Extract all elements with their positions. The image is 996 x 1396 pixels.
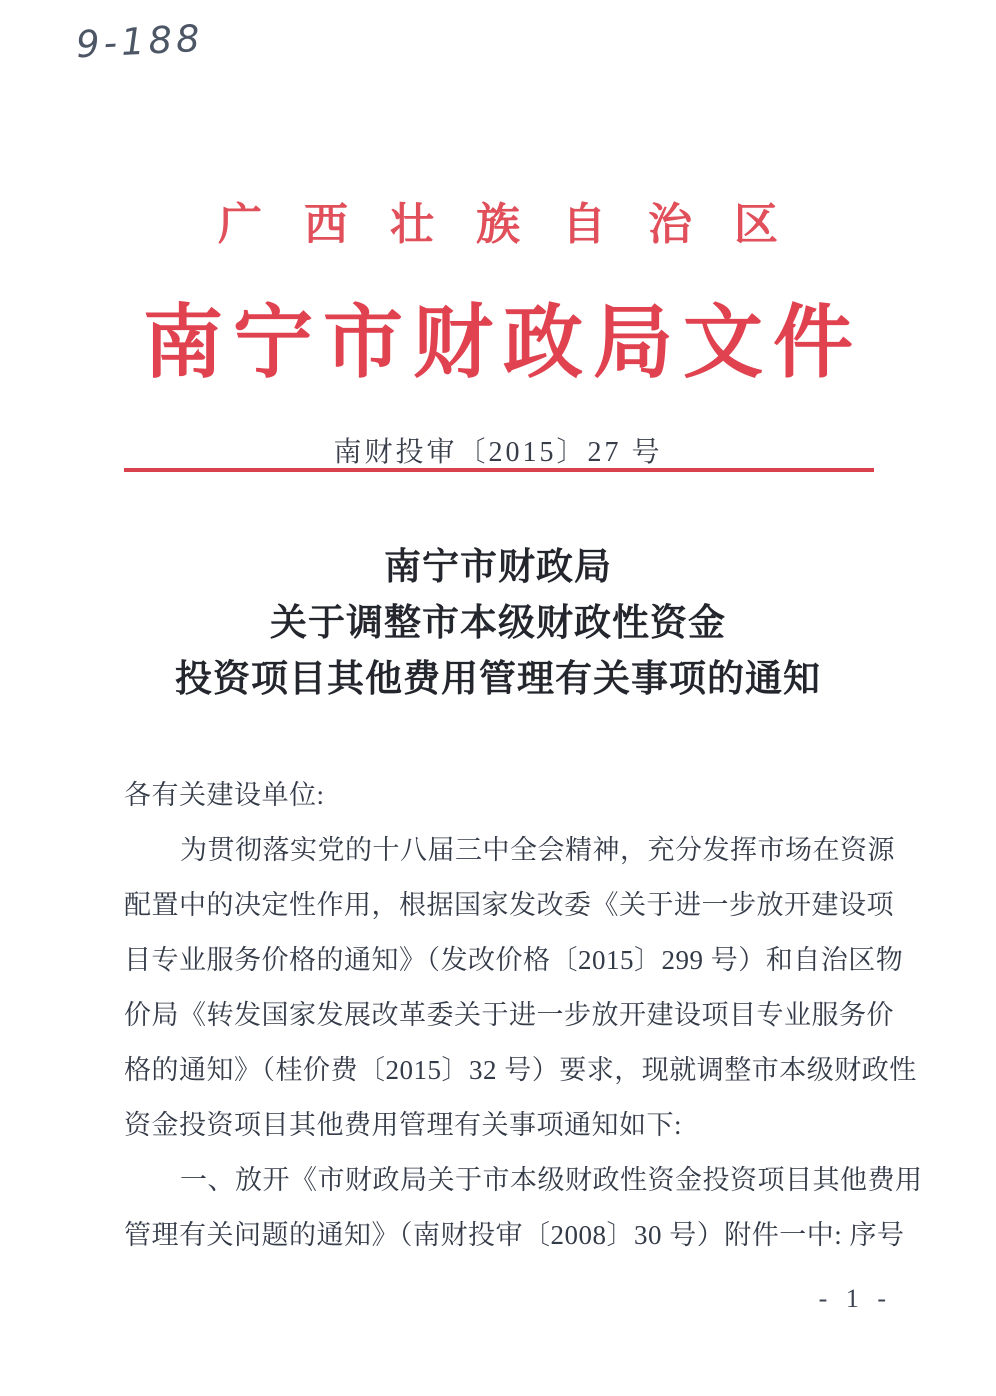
- body-line: 为贯彻落实党的十八届三中全会精神，充分发挥市场在资源: [180, 835, 895, 865]
- letterhead: [0, 188, 996, 393]
- body-line: 一、放开《市财政局关于市本级财政性资金投资项目其他费用: [180, 1165, 923, 1195]
- letterhead-divider-rule: [124, 468, 874, 472]
- body-line: 配置中的决定性作用，根据国家发改委《关于进一步放开建设项: [124, 890, 894, 920]
- body-line: 格的通知》（桂价费〔2015〕32 号）要求，现就调整市本级财政性: [124, 1055, 917, 1085]
- document-reference-number: 南财投审〔2015〕27 号: [333, 437, 663, 468]
- document-title: [0, 540, 996, 708]
- handwritten-archive-number: 9-188: [74, 16, 205, 67]
- letterhead-organization-name: 南宁市财政局文件: [143, 300, 863, 388]
- document-title-line-2: 关于调整市本级财政性资金: [270, 603, 726, 644]
- letterhead-region-name: 广西壮族自治区: [218, 200, 820, 249]
- body-line: 价局《转发国家发展改革委关于进一步放开建设项目专业服务价: [124, 1000, 894, 1030]
- body-line: 目专业服务价格的通知》（发改价格〔2015〕299 号）和自治区物: [124, 945, 904, 975]
- document-body: [124, 768, 923, 1263]
- body-line: 管理有关问题的通知》（南财投审〔2008〕30 号）附件一中: 序号: [124, 1220, 905, 1250]
- document-title-line-1: 南宁市财政局: [384, 547, 612, 588]
- body-line: 资金投资项目其他费用管理有关事项通知如下:: [124, 1110, 683, 1140]
- document-title-line-3: 投资项目其他费用管理有关事项的通知: [175, 659, 821, 700]
- salutation-line: 各有关建设单位:: [124, 780, 325, 810]
- page-number: - 1 -: [818, 1284, 892, 1313]
